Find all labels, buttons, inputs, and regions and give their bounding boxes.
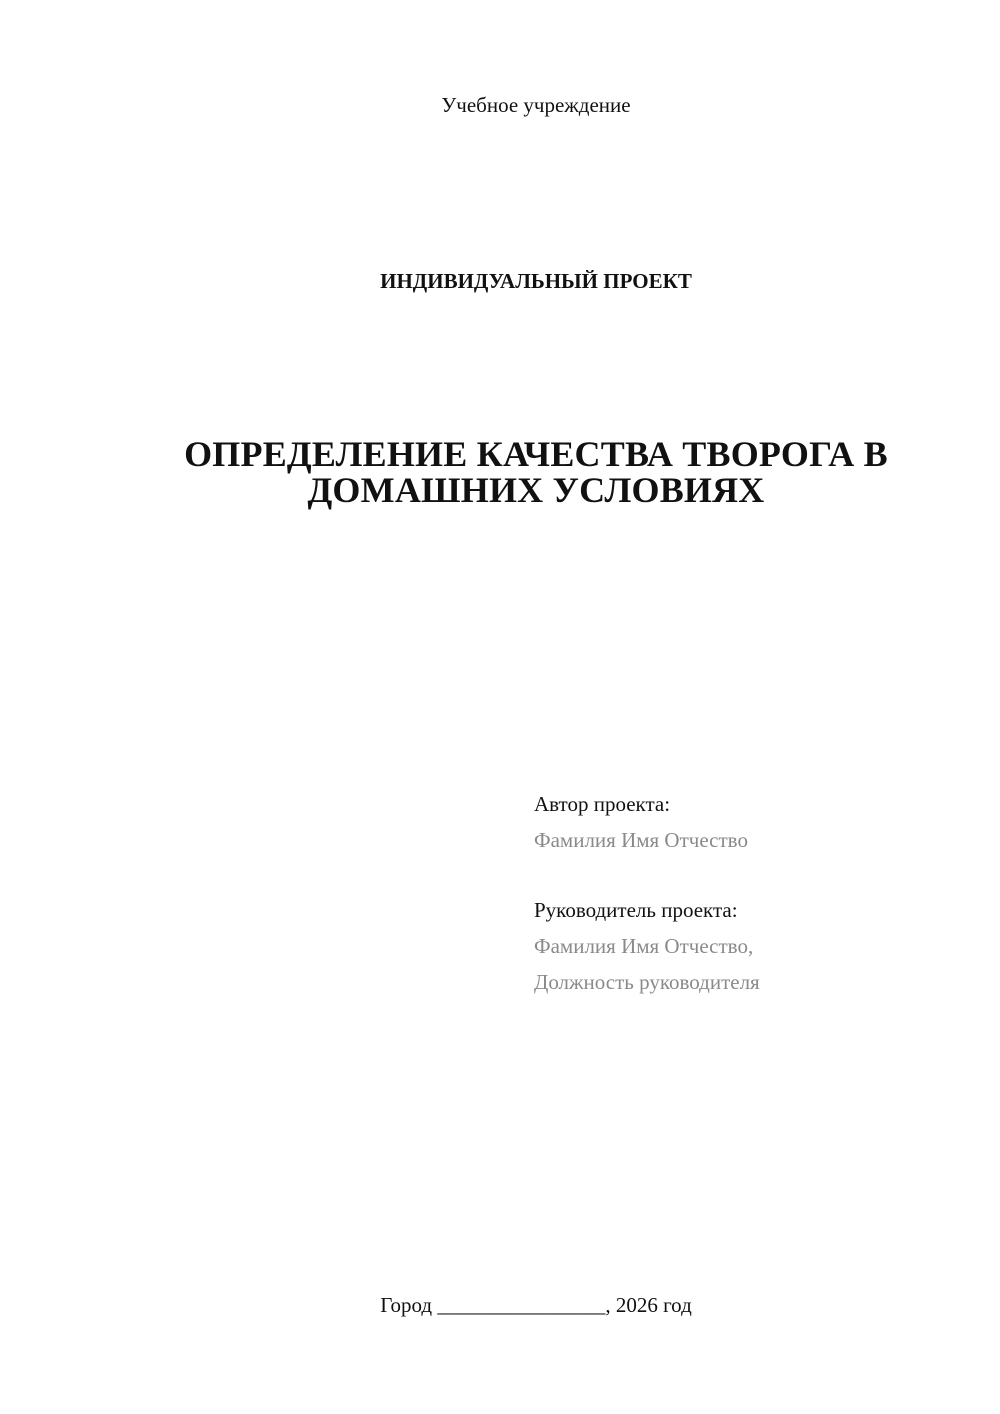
city-year-footer: Город ________________, 2026 год xyxy=(380,1293,692,1317)
project-title-line-1: ОПРЕДЕЛЕНИЕ КАЧЕСТВА ТВОРОГА В xyxy=(184,434,888,474)
project-title-line-2: ДОМАШНИХ УСЛОВИЯХ xyxy=(307,470,765,510)
supervisor-block xyxy=(534,892,974,1000)
author-block xyxy=(534,786,974,858)
project-title xyxy=(120,436,952,508)
supervisor-label: Руководитель проекта: xyxy=(534,898,738,922)
supervisor-position: Должность руководителя xyxy=(534,970,760,994)
author-label: Автор проекта: xyxy=(534,792,671,816)
project-type-heading: ИНДИВИДУАЛЬНЫЙ ПРОЕКТ xyxy=(380,269,692,293)
author-name: Фамилия Имя Отчество xyxy=(534,828,748,852)
supervisor-name: Фамилия Имя Отчество, xyxy=(534,934,754,958)
institution-name: Учебное учреждение xyxy=(441,93,631,117)
